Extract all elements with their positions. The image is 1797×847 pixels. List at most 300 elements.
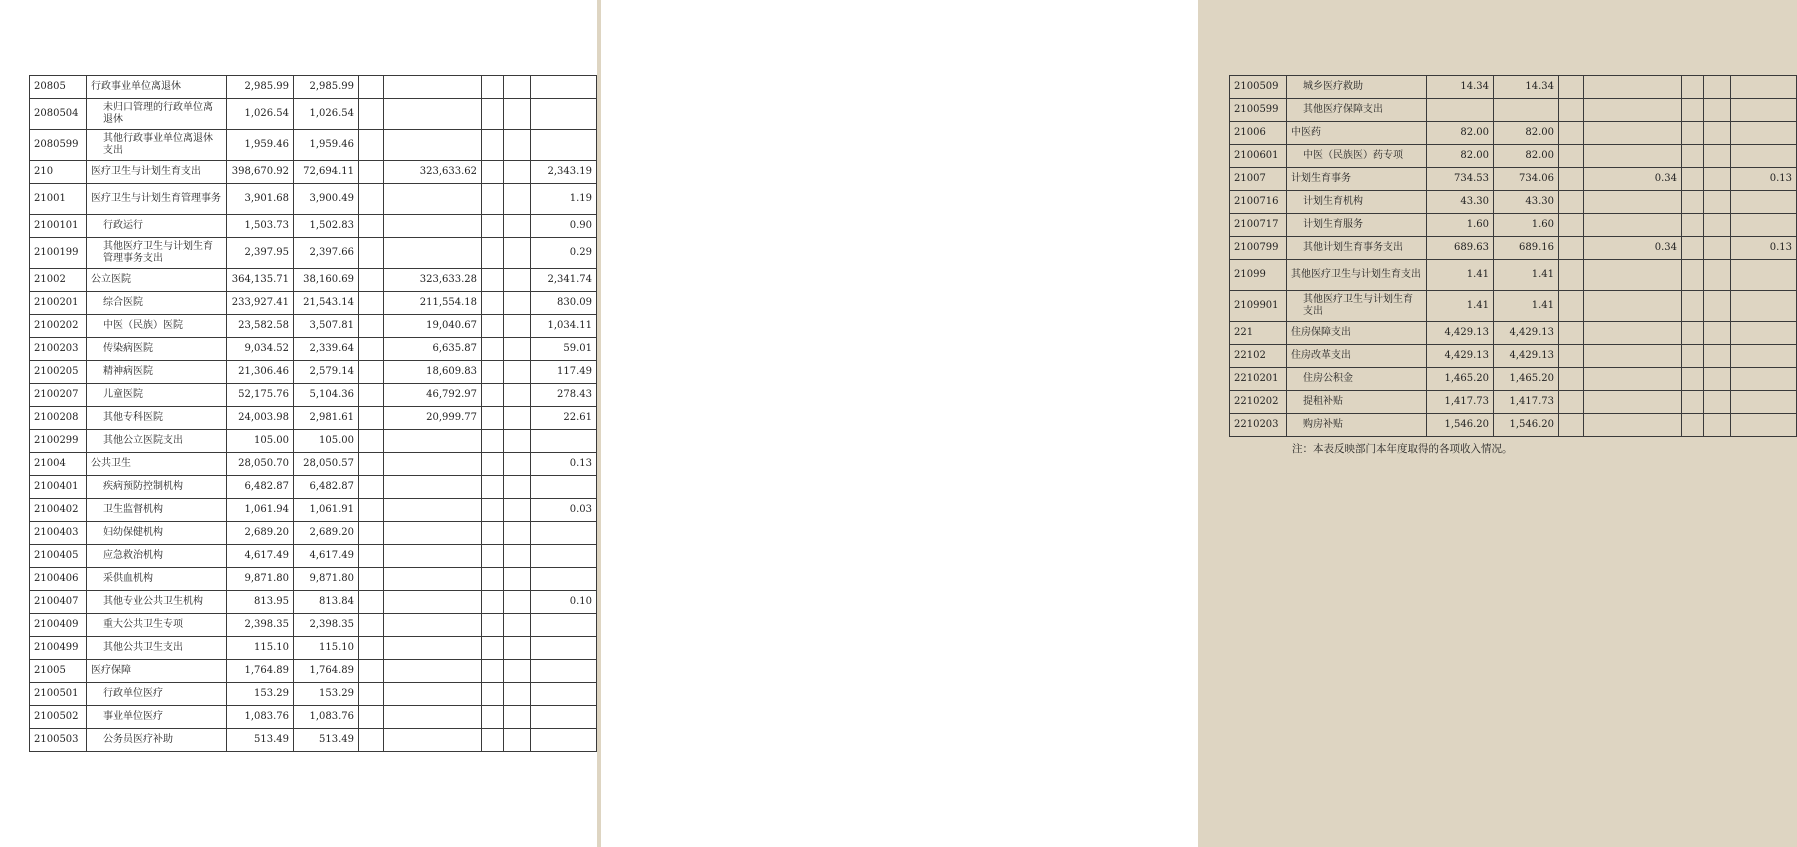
subject-code-cell: 2100407 (30, 591, 87, 614)
table-row (30, 476, 597, 499)
business-income-cell (1584, 391, 1682, 414)
subject-name-cell: 中医药 (1287, 122, 1427, 145)
fiscal-appropriation-cell: 4,429.13 (1494, 345, 1559, 368)
business-income-cell (384, 522, 482, 545)
table-row (30, 384, 597, 407)
blank-column-cell (504, 238, 531, 269)
other-income-cell: 0.03 (531, 499, 597, 522)
table-row (30, 660, 597, 683)
fiscal-appropriation-cell: 2,397.66 (294, 238, 359, 269)
other-income-cell: 0.13 (531, 453, 597, 476)
subject-name-cell: 行政单位医疗 (87, 683, 227, 706)
blank-column-cell (482, 637, 504, 660)
total-amount-cell (1427, 99, 1494, 122)
subject-name-cell: 妇幼保健机构 (87, 522, 227, 545)
blank-column-cell (1704, 145, 1731, 168)
table-row (30, 591, 597, 614)
blank-column-cell (1704, 345, 1731, 368)
blank-column-cell (504, 99, 531, 130)
subject-code-cell: 2100201 (30, 292, 87, 315)
subject-code-cell: 21002 (30, 269, 87, 292)
other-income-cell: 1,034.11 (531, 315, 597, 338)
total-amount-cell: 734.53 (1427, 168, 1494, 191)
subject-name-cell: 其他医疗保障支出 (1287, 99, 1427, 122)
total-amount-cell: 2,985.99 (227, 76, 294, 99)
table-row (1230, 414, 1797, 437)
blank-column-cell (359, 522, 384, 545)
table-row (30, 161, 597, 184)
total-amount-cell: 1,083.76 (227, 706, 294, 729)
subject-code-cell: 22102 (1230, 345, 1287, 368)
subject-name-cell: 行政运行 (87, 215, 227, 238)
subject-code-cell: 2100409 (30, 614, 87, 637)
blank-column-cell (1682, 99, 1704, 122)
total-amount-cell: 689.63 (1427, 237, 1494, 260)
blank-column-cell (1559, 168, 1584, 191)
other-income-cell (1731, 260, 1797, 291)
total-amount-cell: 1,061.94 (227, 499, 294, 522)
other-income-cell (1731, 345, 1797, 368)
business-income-cell: 323,633.28 (384, 269, 482, 292)
business-income-cell: 323,633.62 (384, 161, 482, 184)
table-row (30, 729, 597, 752)
table-row (1230, 168, 1797, 191)
blank-column-cell (359, 545, 384, 568)
fiscal-appropriation-cell: 82.00 (1494, 145, 1559, 168)
subject-code-cell: 2100299 (30, 430, 87, 453)
total-amount-cell: 9,871.80 (227, 568, 294, 591)
table-footnote: 注：本表反映部门本年度取得的各项收入情况。 (1292, 443, 1513, 455)
fiscal-appropriation-cell: 1.41 (1494, 260, 1559, 291)
blank-column-cell (1559, 214, 1584, 237)
blank-column-cell (1559, 345, 1584, 368)
blank-column-cell (482, 238, 504, 269)
document-page-left (0, 0, 597, 847)
subject-name-cell: 其他专科医院 (87, 407, 227, 430)
other-income-cell: 0.10 (531, 591, 597, 614)
subject-name-cell: 医疗卫生与计划生育支出 (87, 161, 227, 184)
subject-code-cell: 2100503 (30, 729, 87, 752)
blank-column-cell (1559, 99, 1584, 122)
business-income-cell (1584, 122, 1682, 145)
blank-column-cell (359, 315, 384, 338)
other-income-cell (531, 545, 597, 568)
blank-column-cell (482, 591, 504, 614)
blank-column-cell (482, 614, 504, 637)
table-row (30, 269, 597, 292)
blank-column-cell (482, 315, 504, 338)
subject-name-cell: 住房公积金 (1287, 368, 1427, 391)
fiscal-appropriation-cell: 105.00 (294, 430, 359, 453)
subject-name-cell: 重大公共卫生专项 (87, 614, 227, 637)
income-table-right-body (1230, 76, 1797, 437)
subject-code-cell: 2100205 (30, 361, 87, 384)
blank-column-cell (482, 545, 504, 568)
blank-column-cell (504, 568, 531, 591)
business-income-cell (1584, 191, 1682, 214)
blank-column-cell (482, 361, 504, 384)
blank-column-cell (504, 729, 531, 752)
business-income-cell: 0.34 (1584, 237, 1682, 260)
table-row (30, 76, 597, 99)
table-row (30, 407, 597, 430)
fiscal-appropriation-cell: 813.84 (294, 591, 359, 614)
other-income-cell: 2,341.74 (531, 269, 597, 292)
business-income-cell (384, 215, 482, 238)
business-income-cell (1584, 345, 1682, 368)
fiscal-appropriation-cell: 72,694.11 (294, 161, 359, 184)
fiscal-appropriation-cell: 513.49 (294, 729, 359, 752)
other-income-cell (531, 706, 597, 729)
fiscal-appropriation-cell: 689.16 (1494, 237, 1559, 260)
income-table-left (29, 75, 597, 752)
blank-column-cell (1682, 368, 1704, 391)
business-income-cell: 46,792.97 (384, 384, 482, 407)
other-income-cell: 1.19 (531, 184, 597, 215)
blank-column-cell (482, 384, 504, 407)
subject-name-cell: 中医（民族）医院 (87, 315, 227, 338)
business-income-cell (384, 660, 482, 683)
other-income-cell: 0.90 (531, 215, 597, 238)
business-income-cell (384, 76, 482, 99)
blank-column-cell (1682, 414, 1704, 437)
other-income-cell (531, 522, 597, 545)
blank-column-cell (359, 637, 384, 660)
fiscal-appropriation-cell: 1,026.54 (294, 99, 359, 130)
blank-column-cell (1682, 214, 1704, 237)
subject-code-cell: 221 (1230, 322, 1287, 345)
subject-name-cell: 公共卫生 (87, 453, 227, 476)
other-income-cell (1731, 122, 1797, 145)
blank-column-cell (359, 361, 384, 384)
business-income-cell (1584, 291, 1682, 322)
fiscal-appropriation-cell: 38,160.69 (294, 269, 359, 292)
subject-name-cell: 城乡医疗救助 (1287, 76, 1427, 99)
other-income-cell (531, 729, 597, 752)
total-amount-cell: 24,003.98 (227, 407, 294, 430)
blank-column-cell (1559, 237, 1584, 260)
blank-column-cell (359, 184, 384, 215)
subject-code-cell: 2100799 (1230, 237, 1287, 260)
subject-name-cell: 行政事业单位离退休 (87, 76, 227, 99)
table-row (30, 706, 597, 729)
business-income-cell (1584, 99, 1682, 122)
blank-column-cell (482, 568, 504, 591)
blank-column-cell (359, 215, 384, 238)
total-amount-cell: 21,306.46 (227, 361, 294, 384)
blank-column-cell (504, 361, 531, 384)
business-income-cell: 19,040.67 (384, 315, 482, 338)
subject-code-cell: 2210201 (1230, 368, 1287, 391)
fiscal-appropriation-cell: 14.34 (1494, 76, 1559, 99)
subject-name-cell: 计划生育事务 (1287, 168, 1427, 191)
total-amount-cell: 2,398.35 (227, 614, 294, 637)
subject-code-cell: 2100509 (1230, 76, 1287, 99)
blank-column-cell (482, 99, 504, 130)
subject-name-cell: 其他计划生育事务支出 (1287, 237, 1427, 260)
blank-column-cell (504, 614, 531, 637)
blank-column-cell (1682, 191, 1704, 214)
other-income-cell (531, 76, 597, 99)
total-amount-cell: 4,429.13 (1427, 322, 1494, 345)
blank-column-cell (482, 522, 504, 545)
business-income-cell (384, 453, 482, 476)
blank-column-cell (1704, 414, 1731, 437)
business-income-cell (384, 545, 482, 568)
blank-column-cell (359, 614, 384, 637)
total-amount-cell: 1,026.54 (227, 99, 294, 130)
blank-column-cell (359, 407, 384, 430)
subject-name-cell: 中医（民族医）药专项 (1287, 145, 1427, 168)
blank-column-cell (504, 683, 531, 706)
blank-column-cell (1559, 368, 1584, 391)
blank-column-cell (1682, 122, 1704, 145)
other-income-cell: 2,343.19 (531, 161, 597, 184)
other-income-cell (531, 614, 597, 637)
fiscal-appropriation-cell: 1,061.91 (294, 499, 359, 522)
subject-code-cell: 2100401 (30, 476, 87, 499)
table-row (1230, 368, 1797, 391)
fiscal-appropriation-cell: 1.60 (1494, 214, 1559, 237)
blank-column-cell (482, 292, 504, 315)
blank-column-cell (359, 729, 384, 752)
blank-column-cell (504, 130, 531, 161)
total-amount-cell: 1,503.73 (227, 215, 294, 238)
other-income-cell (531, 476, 597, 499)
table-row (30, 99, 597, 130)
business-income-cell (1584, 145, 1682, 168)
blank-column-cell (504, 522, 531, 545)
subject-name-cell: 计划生育机构 (1287, 191, 1427, 214)
blank-column-cell (359, 384, 384, 407)
blank-column-cell (359, 269, 384, 292)
total-amount-cell: 813.95 (227, 591, 294, 614)
subject-name-cell: 医疗保障 (87, 660, 227, 683)
business-income-cell (384, 430, 482, 453)
fiscal-appropriation-cell: 4,617.49 (294, 545, 359, 568)
subject-code-cell: 2100499 (30, 637, 87, 660)
blank-column-cell (482, 161, 504, 184)
table-row (30, 361, 597, 384)
total-amount-cell: 1,546.20 (1427, 414, 1494, 437)
table-row (1230, 322, 1797, 345)
blank-column-cell (482, 407, 504, 430)
total-amount-cell: 2,689.20 (227, 522, 294, 545)
blank-column-cell (359, 130, 384, 161)
subject-name-cell: 事业单位医疗 (87, 706, 227, 729)
table-row (30, 637, 597, 660)
total-amount-cell: 28,050.70 (227, 453, 294, 476)
subject-name-cell: 卫生监督机构 (87, 499, 227, 522)
other-income-cell (1731, 99, 1797, 122)
business-income-cell: 20,999.77 (384, 407, 482, 430)
total-amount-cell: 9,034.52 (227, 338, 294, 361)
blank-column-cell (504, 269, 531, 292)
blank-column-cell (359, 76, 384, 99)
business-income-cell (1584, 414, 1682, 437)
business-income-cell: 211,554.18 (384, 292, 482, 315)
other-income-cell: 22.61 (531, 407, 597, 430)
total-amount-cell: 52,175.76 (227, 384, 294, 407)
other-income-cell (531, 430, 597, 453)
other-income-cell (531, 99, 597, 130)
subject-name-cell: 疾病预防控制机构 (87, 476, 227, 499)
blank-column-cell (504, 706, 531, 729)
blank-column-cell (504, 637, 531, 660)
subject-name-cell: 住房保障支出 (1287, 322, 1427, 345)
subject-name-cell: 计划生育服务 (1287, 214, 1427, 237)
table-row (1230, 191, 1797, 214)
table-row (30, 292, 597, 315)
other-income-cell: 0.13 (1731, 237, 1797, 260)
fiscal-appropriation-cell (1494, 99, 1559, 122)
subject-code-cell: 2100199 (30, 238, 87, 269)
blank-column-cell (359, 660, 384, 683)
subject-code-cell: 2100207 (30, 384, 87, 407)
blank-column-cell (1559, 260, 1584, 291)
business-income-cell (1584, 322, 1682, 345)
total-amount-cell: 115.10 (227, 637, 294, 660)
blank-column-cell (482, 430, 504, 453)
table-row (1230, 291, 1797, 322)
blank-column-cell (482, 706, 504, 729)
blank-column-cell (1704, 368, 1731, 391)
blank-column-cell (1559, 145, 1584, 168)
other-income-cell (531, 637, 597, 660)
blank-column-cell (359, 338, 384, 361)
blank-column-cell (504, 499, 531, 522)
blank-column-cell (1704, 76, 1731, 99)
subject-name-cell: 其他医疗卫生与计划生育支出 (1287, 260, 1427, 291)
subject-code-cell: 21007 (1230, 168, 1287, 191)
subject-code-cell: 2100406 (30, 568, 87, 591)
subject-code-cell: 2100716 (1230, 191, 1287, 214)
subject-code-cell: 2100599 (1230, 99, 1287, 122)
other-income-cell (1731, 191, 1797, 214)
blank-column-cell (1704, 191, 1731, 214)
other-income-cell (531, 130, 597, 161)
business-income-cell (1584, 260, 1682, 291)
subject-name-cell: 其他医疗卫生与计划生育支出 (1287, 291, 1427, 322)
fiscal-appropriation-cell: 21,543.14 (294, 292, 359, 315)
blank-column-cell (359, 499, 384, 522)
business-income-cell (384, 499, 482, 522)
blank-column-cell (1559, 391, 1584, 414)
blank-column-cell (1704, 322, 1731, 345)
subject-name-cell: 应急救治机构 (87, 545, 227, 568)
table-row (1230, 76, 1797, 99)
other-income-cell: 278.43 (531, 384, 597, 407)
business-income-cell: 0.34 (1584, 168, 1682, 191)
subject-code-cell: 2210202 (1230, 391, 1287, 414)
subject-code-cell: 20805 (30, 76, 87, 99)
subject-name-cell: 传染病医院 (87, 338, 227, 361)
blank-column-cell (482, 499, 504, 522)
blank-column-cell (1559, 322, 1584, 345)
blank-column-cell (482, 269, 504, 292)
total-amount-cell: 513.49 (227, 729, 294, 752)
subject-code-cell: 2100405 (30, 545, 87, 568)
total-amount-cell: 1,417.73 (1427, 391, 1494, 414)
table-row (1230, 345, 1797, 368)
blank-column-cell (1682, 168, 1704, 191)
blank-column-cell (504, 407, 531, 430)
business-income-cell (384, 184, 482, 215)
subject-code-cell: 2100601 (1230, 145, 1287, 168)
table-row (1230, 145, 1797, 168)
other-income-cell: 830.09 (531, 292, 597, 315)
business-income-cell (384, 637, 482, 660)
blank-column-cell (504, 184, 531, 215)
subject-code-cell: 2100717 (1230, 214, 1287, 237)
subject-name-cell: 其他医疗卫生与计划生育管理事务支出 (87, 238, 227, 269)
subject-code-cell: 2100202 (30, 315, 87, 338)
blank-column-cell (1559, 191, 1584, 214)
subject-name-cell: 采供血机构 (87, 568, 227, 591)
subject-code-cell: 210 (30, 161, 87, 184)
total-amount-cell: 1,764.89 (227, 660, 294, 683)
subject-name-cell: 住房改革支出 (1287, 345, 1427, 368)
fiscal-appropriation-cell: 2,579.14 (294, 361, 359, 384)
subject-name-cell: 提租补贴 (1287, 391, 1427, 414)
business-income-cell (1584, 214, 1682, 237)
blank-column-cell (504, 476, 531, 499)
other-income-cell (1731, 76, 1797, 99)
subject-code-cell: 21004 (30, 453, 87, 476)
table-row (1230, 260, 1797, 291)
blank-column-cell (504, 215, 531, 238)
blank-column-cell (482, 76, 504, 99)
fiscal-appropriation-cell: 2,339.64 (294, 338, 359, 361)
table-row (30, 568, 597, 591)
fiscal-appropriation-cell: 1,764.89 (294, 660, 359, 683)
fiscal-appropriation-cell: 43.30 (1494, 191, 1559, 214)
blank-column-cell (482, 338, 504, 361)
blank-column-cell (359, 161, 384, 184)
blank-column-cell (504, 453, 531, 476)
subject-name-cell: 综合医院 (87, 292, 227, 315)
fiscal-appropriation-cell: 1.41 (1494, 291, 1559, 322)
blank-column-cell (1704, 99, 1731, 122)
blank-column-cell (482, 453, 504, 476)
fiscal-appropriation-cell: 1,546.20 (1494, 414, 1559, 437)
income-table-left-body (30, 76, 597, 752)
business-income-cell: 6,635.87 (384, 338, 482, 361)
fiscal-appropriation-cell: 1,083.76 (294, 706, 359, 729)
table-row (1230, 391, 1797, 414)
business-income-cell (384, 130, 482, 161)
blank-column-cell (359, 453, 384, 476)
total-amount-cell: 43.30 (1427, 191, 1494, 214)
table-row (30, 545, 597, 568)
total-amount-cell: 4,429.13 (1427, 345, 1494, 368)
subject-name-cell: 精神病医院 (87, 361, 227, 384)
other-income-cell: 117.49 (531, 361, 597, 384)
total-amount-cell: 6,482.87 (227, 476, 294, 499)
blank-column-cell (1682, 145, 1704, 168)
table-row (1230, 237, 1797, 260)
blank-column-cell (359, 591, 384, 614)
total-amount-cell: 2,397.95 (227, 238, 294, 269)
other-income-cell (1731, 322, 1797, 345)
blank-column-cell (359, 238, 384, 269)
blank-column-cell (1559, 122, 1584, 145)
table-row (30, 238, 597, 269)
table-row (30, 315, 597, 338)
fiscal-appropriation-cell: 734.06 (1494, 168, 1559, 191)
fiscal-appropriation-cell: 2,985.99 (294, 76, 359, 99)
subject-code-cell: 21099 (1230, 260, 1287, 291)
